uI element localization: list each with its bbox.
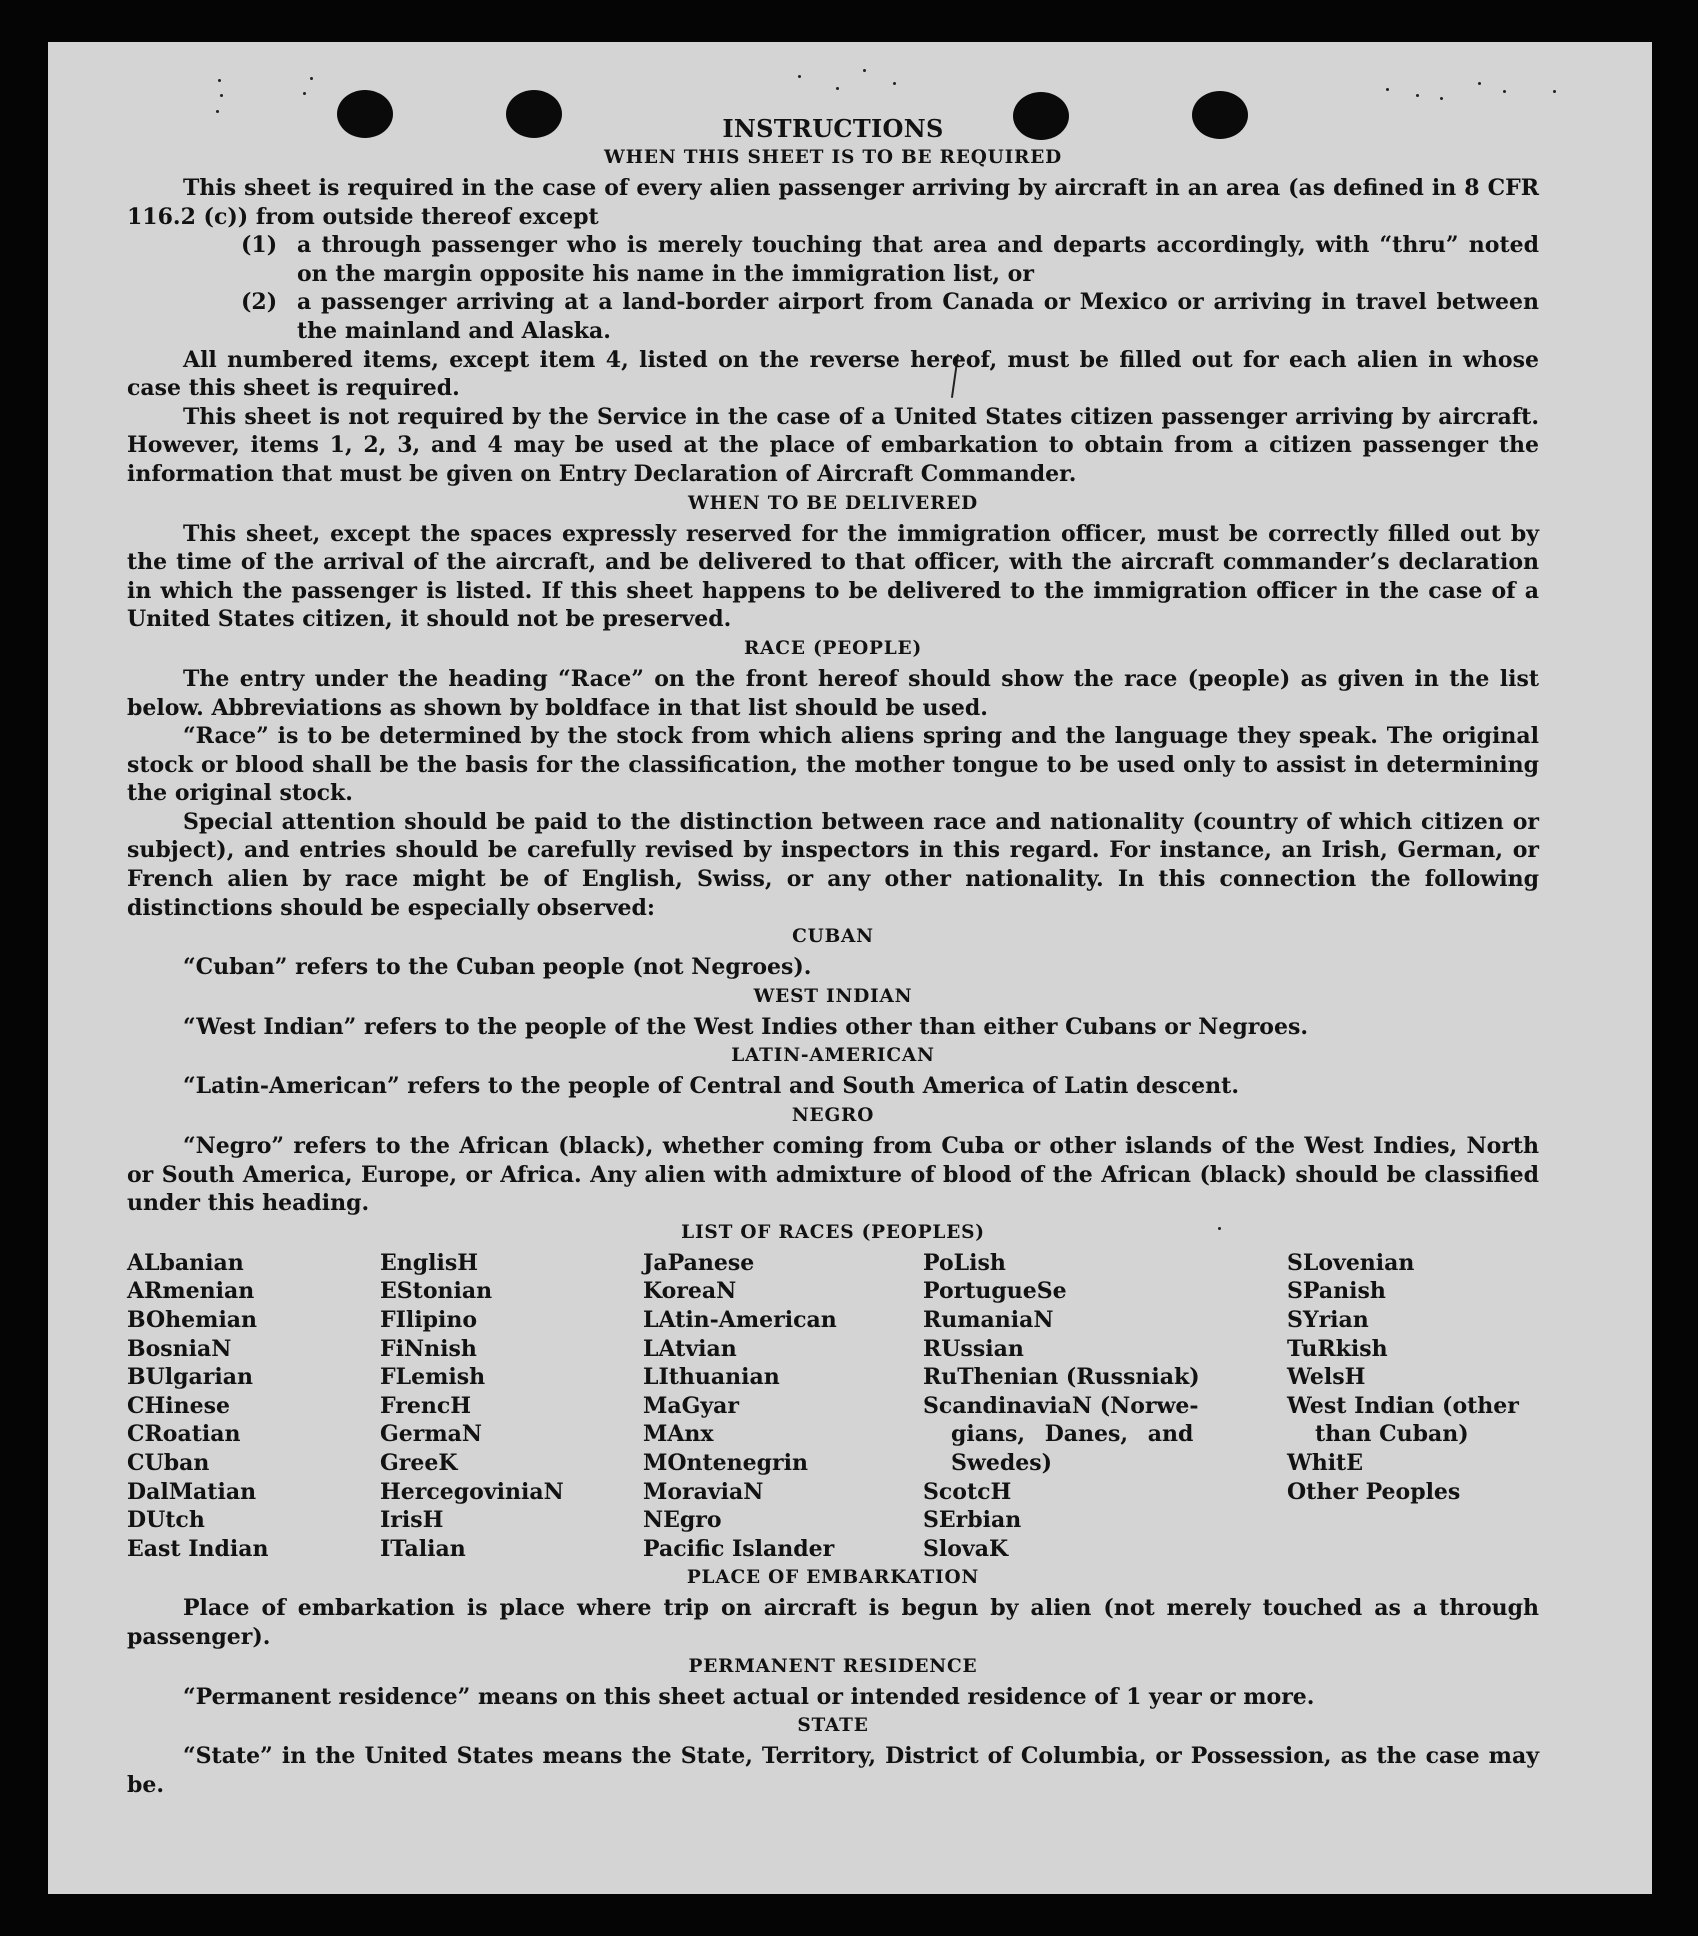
- race-item: Pacific Islander: [643, 1535, 835, 1562]
- race-item: FrencH: [380, 1392, 471, 1419]
- section-heading: WEST INDIAN: [753, 985, 913, 1007]
- paragraph: “State” in the United States means the State, Territory, District of Columbia, or Possession, as the case may be.: [127, 1743, 1539, 1798]
- race-item: West Indian (other: [1287, 1392, 1519, 1419]
- race-item: ITalian: [380, 1535, 466, 1562]
- paragraph: “Negro” refers to the African (black), whether coming from Cuba or other islands of the West Indies, North or South America, Europe, or Africa. Any alien with admixture of blood of the African (black) should be classified under this heading.: [127, 1133, 1539, 1217]
- race-item: BOhemian: [127, 1307, 258, 1333]
- race-item: MaGyar: [643, 1392, 740, 1419]
- race-item: MOntenegrin: [643, 1449, 808, 1476]
- race-item-continued: than Cuban): [1315, 1421, 1469, 1448]
- race-item: CUban: [127, 1449, 210, 1476]
- paragraph: All numbered items, except item 4, listed on the reverse hereof, must be filled out for each alien in whose case this sheet is required.: [127, 346, 1539, 402]
- race-item: Other Peoples: [1287, 1478, 1461, 1505]
- paragraph: Place of embarkation is place where trip on aircraft is begun by alien (not merely touched as a through passenger).: [127, 1595, 1539, 1650]
- race-item-continued: gians, Danes, and: [951, 1421, 1194, 1448]
- speck: [310, 77, 313, 80]
- speck: [836, 87, 839, 90]
- race-item: SErbian: [923, 1507, 1022, 1534]
- race-item: NEgro: [643, 1507, 722, 1534]
- race-item: HercegoviniaN: [380, 1478, 564, 1505]
- section-heading: WHEN THIS SHEET IS TO BE REQUIRED: [604, 147, 1062, 168]
- race-list: [127, 1249, 1539, 1564]
- race-item: SPanish: [1287, 1278, 1386, 1305]
- race-item: MAnx: [643, 1421, 714, 1448]
- speck: [1553, 90, 1556, 93]
- speck: [1416, 94, 1419, 97]
- exception-number: (2): [241, 289, 278, 316]
- paragraph: “Latin-American” refers to the people of Central and South America of Latin descent.: [183, 1073, 1239, 1100]
- exception-number: (1): [241, 232, 278, 259]
- race-item: RUssian: [923, 1335, 1024, 1362]
- section-heading: NEGRO: [791, 1105, 875, 1127]
- race-item: DUtch: [127, 1507, 205, 1534]
- paragraph: The entry under the heading “Race” on the front hereof should show the race (people) as given in the list below. Abbreviations as shown by boldface in that list should be used.: [127, 665, 1539, 721]
- race-item: FiNnish: [380, 1335, 477, 1362]
- race-item: ScotcH: [923, 1478, 1012, 1505]
- section-heading: RACE (PEOPLE): [743, 637, 923, 659]
- exception-item: [127, 288, 1539, 345]
- race-item: SYrian: [1287, 1307, 1369, 1333]
- race-item: LIthuanian: [643, 1364, 780, 1391]
- exception-text: a passenger arriving at a land-border airport from Canada or Mexico or arriving in travel between the mainland and Alaska.: [297, 289, 1539, 344]
- race-item: BUlgarian: [127, 1364, 253, 1391]
- section-heading: LATIN-AMERICAN: [731, 1045, 935, 1067]
- exception-text: a through passenger who is merely touching that area and departs accordingly, with “thru” noted on the margin opposite his name in the immigration list, or: [297, 232, 1539, 287]
- paragraph: “West Indian” refers to the people of the West Indies other than either Cubans or Negroes.: [183, 1013, 1309, 1040]
- race-item: WhitE: [1287, 1449, 1363, 1476]
- paragraph: Special attention should be paid to the distinction between race and nationality (country of which citizen or subject), and entries should be carefully revised by inspectors in this regard. For instance, an Irish, German, or French alien by race might be of English, Swiss, or any other nationality. In this connection the following distinctions should be especially observed:: [127, 808, 1539, 921]
- race-item: East Indian: [127, 1535, 269, 1562]
- speck: [1478, 82, 1481, 85]
- race-column: [380, 1249, 643, 1564]
- race-item: WelsH: [1287, 1364, 1366, 1391]
- race-item: JaPanese: [643, 1249, 755, 1276]
- section-heading: WHEN TO BE DELIVERED: [688, 492, 978, 514]
- race-item: ScandinaviaN (Norwe-: [923, 1392, 1199, 1419]
- paragraph: This sheet is required in the case of every alien passenger arriving by aircraft in an area (as defined in 8 CFR 116.2 (c)) from outside thereof except: [127, 175, 1539, 230]
- race-item: ARmenian: [127, 1278, 255, 1305]
- race-item: FLemish: [380, 1364, 486, 1391]
- race-item-continued: Swedes): [951, 1449, 1052, 1476]
- paragraph: “Race” is to be determined by the stock from which aliens spring and the language they speak. The original stock or blood shall be the basis for the classification, the mother tongue to be used only to assist in determining the original stock.: [127, 723, 1539, 807]
- race-item: GreeK: [380, 1449, 458, 1476]
- section-heading: STATE: [797, 1715, 869, 1737]
- page-title: INSTRUCTIONS: [722, 114, 944, 143]
- race-item: IrisH: [380, 1507, 444, 1534]
- speck: [1386, 88, 1389, 91]
- race-item: MoraviaN: [643, 1478, 764, 1505]
- race-column: [923, 1249, 1287, 1564]
- race-column: [127, 1249, 380, 1564]
- race-column: [1287, 1249, 1539, 1564]
- speck: [893, 82, 896, 85]
- speck: [863, 69, 866, 72]
- race-item: TuRkish: [1287, 1335, 1388, 1362]
- speck: [1503, 90, 1506, 93]
- race-item: EStonian: [380, 1278, 493, 1305]
- section-heading: PLACE OF EMBARKATION: [686, 1567, 980, 1589]
- speck: [1440, 97, 1443, 100]
- race-item: SlovaK: [923, 1535, 1009, 1562]
- section-heading: CUBAN: [792, 926, 874, 948]
- paragraph: This sheet is not required by the Service in the case of a United States citizen passenger arriving by aircraft. However, items 1, 2, 3, and 4 may be used at the place of embarkation to obtain from a citizen passenger the information that must be given on Entry Declaration of Aircraft Commander.: [127, 403, 1539, 487]
- section-heading: PERMANENT RESIDENCE: [688, 1655, 978, 1677]
- paragraph: “Permanent residence” means on this sheet actual or intended residence of 1 year or more.: [183, 1683, 1315, 1710]
- race-item: PoLish: [923, 1249, 1006, 1276]
- paragraph: “Cuban” refers to the Cuban people (not Negroes).: [183, 954, 812, 981]
- race-item: FIlipino: [380, 1307, 478, 1333]
- race-item: CRoatian: [127, 1421, 241, 1448]
- race-item: CHinese: [127, 1392, 231, 1419]
- race-item: LAtvian: [643, 1335, 737, 1362]
- race-item: BosniaN: [127, 1335, 232, 1362]
- paragraph: This sheet, except the spaces expressly reserved for the immigration officer, must be correctly filled out by the time of the arrival of the aircraft, and be delivered to that officer, with the aircraft commander’s declaration in which the passenger is listed. If this sheet happens to be delivered to the immigration officer in the case of a United States citizen, it should not be preserved.: [127, 520, 1539, 633]
- speck: [218, 79, 221, 82]
- race-item: LAtin-American: [643, 1307, 837, 1333]
- race-item: RumaniaN: [923, 1307, 1054, 1333]
- speck: [303, 92, 306, 95]
- race-item: EnglisH: [380, 1249, 479, 1276]
- race-item: DalMatian: [127, 1478, 257, 1505]
- race-item: KoreaN: [643, 1278, 737, 1305]
- race-item: ALbanian: [127, 1249, 244, 1276]
- race-item: PortugueSe: [923, 1278, 1067, 1305]
- exception-item: [127, 231, 1539, 288]
- race-item: RuThenian (Russniak): [923, 1364, 1200, 1391]
- race-item: GermaN: [380, 1421, 483, 1448]
- race-column: [643, 1249, 923, 1564]
- document-page: [48, 42, 1652, 1894]
- speck: [798, 75, 801, 78]
- race-item: SLovenian: [1287, 1249, 1415, 1276]
- instructions-content: [127, 115, 1539, 1799]
- speck: [216, 110, 219, 113]
- section-heading: LIST OF RACES (PEOPLES): [681, 1221, 985, 1243]
- speck: [220, 94, 223, 97]
